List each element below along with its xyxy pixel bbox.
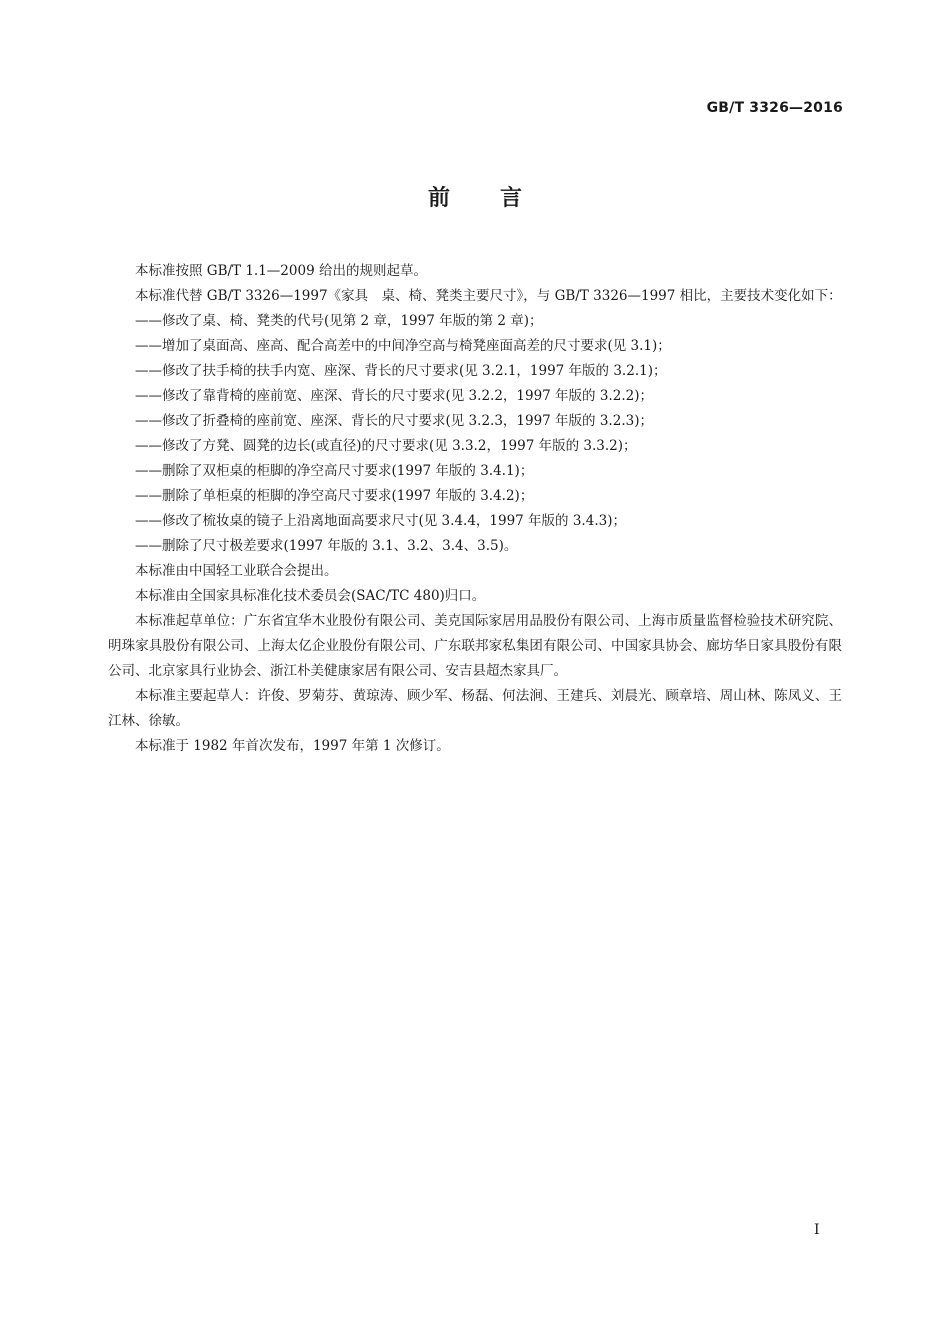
page-number: I bbox=[814, 1222, 820, 1238]
page-title: 前言 bbox=[427, 186, 572, 211]
paragraph-replaces: 本标准代替 GB/T 3326—1997《家具 桌、椅、凳类主要尺寸》，与 GB/T 3326—1997 相比，主要技术变化如下： bbox=[135, 288, 842, 304]
list-item: ——删除了尺寸极差要求(1997 年版的 3.1、3.2、3.4、3.5)。 bbox=[135, 538, 518, 554]
paragraph-administered-by: 本标准由全国家具标准化技术委员会(SAC/TC 480)归口。 bbox=[135, 588, 486, 604]
list-item: ——增加了桌面高、座高、配合高差中的中间净空高与椅凳座面高差的尺寸要求(见 3.1)； bbox=[135, 338, 671, 354]
paragraph-drafters: 本标准主要起草人：许俊、罗菊芬、黄琼涛、顾少军、杨磊、何法涧、王建兵、刘晨光、顾章培、周山林、陈凤义、王江林、徐敏。 bbox=[108, 688, 842, 729]
list-item: ——修改了方凳、圆凳的边长(或直径)的尺寸要求(见 3.3.2，1997 年版的 3.3.2)； bbox=[135, 438, 637, 454]
standard-number: GB/T 3326—2016 bbox=[706, 100, 843, 116]
list-item: ——修改了梳妆桌的镜子上沿离地面高要求尺寸(见 3.4.4，1997 年版的 3.4.3)； bbox=[135, 513, 626, 529]
document-body bbox=[108, 259, 842, 759]
paragraph-drafting-units: 本标准起草单位：广东省宜华木业股份有限公司、美克国际家居用品股份有限公司、上海市质量监督检验技术研究院、明珠家具股份有限公司、上海太亿企业股份有限公司、广东联邦家私集团有限公司、中国家具协会、廊坊华日家具股份有限公司、北京家具行业协会、浙江朴美健康家居有限公司、安吉县超杰家具厂。 bbox=[108, 613, 842, 679]
paragraph-history: 本标准于 1982 年首次发布，1997 年第 1 次修订。 bbox=[135, 738, 450, 754]
list-item: ——修改了靠背椅的座前宽、座深、背长的尺寸要求(见 3.2.2，1997 年版的 3.2.2)； bbox=[135, 388, 653, 404]
change-list bbox=[108, 309, 842, 559]
list-item: ——删除了单柜桌的柜脚的净空高尺寸要求(1997 年版的 3.4.2)； bbox=[135, 488, 534, 504]
paragraph-proposed-by: 本标准由中国轻工业联合会提出。 bbox=[135, 563, 338, 579]
list-item: ——修改了桌、椅、凳类的代号(见第 2 章，1997 年版的第 2 章)； bbox=[135, 313, 543, 329]
paragraph-drafting-rules: 本标准按照 GB/T 1.1—2009 给出的规则起草。 bbox=[135, 263, 427, 279]
list-item: ——修改了折叠椅的座前宽、座深、背长的尺寸要求(见 3.2.3，1997 年版的 3.2.3)； bbox=[135, 413, 653, 429]
list-item: ——删除了双柜桌的柜脚的净空高尺寸要求(1997 年版的 3.4.1)； bbox=[135, 463, 534, 479]
list-item: ——修改了扶手椅的扶手内宽、座深、背长的尺寸要求(见 3.2.1，1997 年版的 3.2.1)； bbox=[135, 363, 667, 379]
